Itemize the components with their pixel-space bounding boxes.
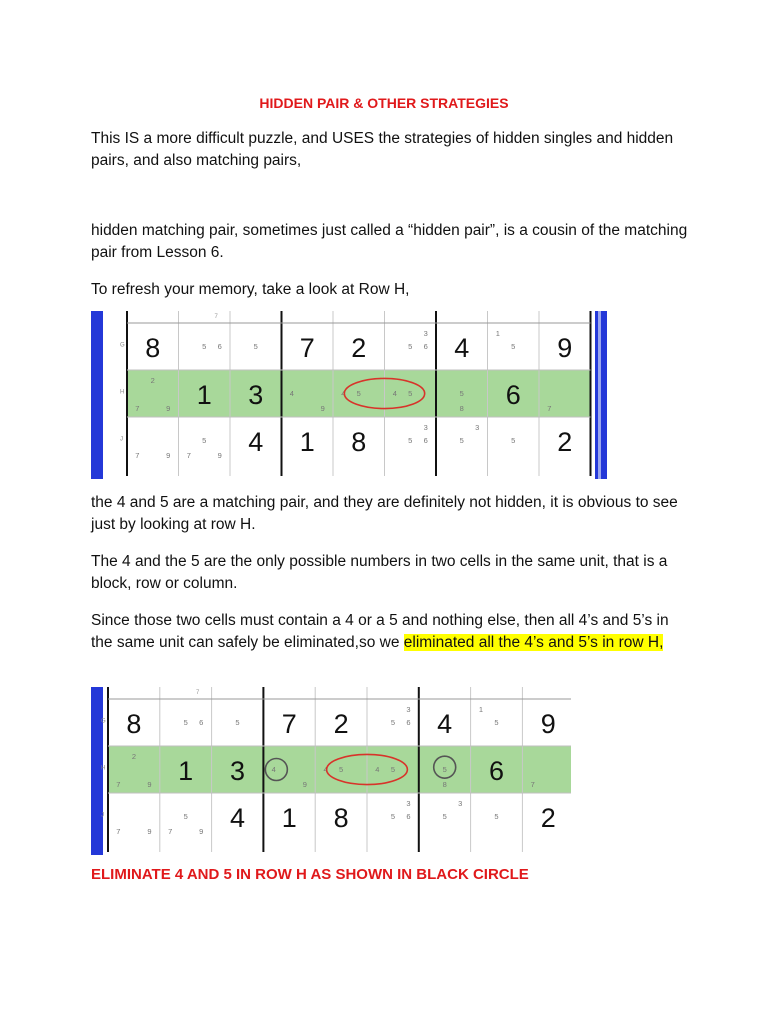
sudoku-figure-1 [91,311,612,479]
candidate-digit: 4 [375,765,380,774]
candidate-digit: 1 [478,704,484,714]
given-digit: 1 [281,802,297,833]
candidate-digit: 7 [135,451,140,461]
row-label: J [120,436,123,443]
candidate-digit: 7 [547,404,552,414]
caption: ELIMINATE 4 AND 5 IN ROW H AS SHOWN IN BLACK CIRCLE [91,866,529,883]
given-digit: 9 [540,708,556,739]
candidate-digit: 5 [494,812,499,821]
candidate-digit: 5 [459,389,464,398]
sudoku-figure-2 [91,687,571,855]
highlighted-text: eliminated all the 4’s and 5’s in row H, [403,634,664,651]
candidate-digit: 5 [442,812,447,821]
given-digit: 1 [178,755,194,786]
column-tick-label: 7 [196,690,200,696]
candidate-digit: 3 [423,328,428,338]
row-label: J [101,812,104,819]
given-digit: 6 [488,755,505,786]
row-label: H [101,765,106,772]
paragraph-only-possible: The 4 and the 5 are the only possible numbers in two cells in the same unit, that is a block, row or column. [91,553,668,592]
candidate-digit: 6 [217,342,222,351]
eliminate-text: Since those two cells must contain a 4 or a 5 and nothing else, then all 4’s and 5’s in the same unit can safely be eliminated,so we [91,612,669,651]
candidate-digit: 6 [406,812,411,821]
candidate-digit: 5 [494,718,499,727]
candidate-digit: 2 [150,375,155,385]
candidate-digit: 5 [356,389,361,398]
given-digit: 9 [557,332,573,363]
paragraph-eliminate [91,610,691,654]
candidate-digit: 7 [168,827,173,837]
candidate-digit: 1 [495,328,500,338]
candidate-digit: 6 [423,436,428,445]
row-label: G [101,718,106,725]
given-digit: 4 [248,426,264,457]
given-digit: 8 [126,708,142,739]
given-digit: 8 [351,426,367,457]
candidate-digit: 3 [406,798,411,808]
candidate-digit: 6 [423,342,428,351]
candidate-digit: 6 [199,718,204,727]
given-digit: 7 [299,332,315,363]
given-digit: 8 [333,802,349,833]
candidate-digit: 5 [511,436,516,445]
sidebar-left [91,311,103,479]
candidate-digit: 4 [271,765,276,774]
candidate-digit: 5 [390,812,395,821]
paragraph-matching-pair: the 4 and 5 are a matching pair, and they are definitely not hidden, it is obvious to see just by looking at row H. [91,494,678,533]
candidate-digit: 6 [406,718,411,727]
candidate-digit: 7 [135,404,140,414]
candidate-digit: 3 [423,422,428,432]
given-digit: 3 [229,755,246,786]
candidate-digit: 8 [459,404,464,414]
column-tick-label: 7 [214,314,218,320]
candidate-digit: 9 [147,780,152,790]
row-label: H [120,389,125,396]
candidate-digit: 9 [217,451,222,461]
row-label: G [120,342,125,349]
candidate-digit: 5 [235,718,240,727]
candidate-digit: 4 [341,389,346,398]
candidate-digit: 4 [289,389,294,398]
candidate-digit: 5 [202,342,207,351]
candidate-digit: 4 [323,765,328,774]
given-digit: 2 [540,802,556,833]
given-digit: 4 [437,708,453,739]
candidate-digit: 5 [202,436,207,445]
paragraph-intro: This IS a more difficult puzzle, and USES the strategies of hidden singles and hidden pairs, and also matching pairs, [91,130,674,169]
given-digit: 4 [454,332,470,363]
candidate-digit: 5 [339,765,344,774]
given-digit: 2 [351,332,367,363]
candidate-digit: 3 [475,422,480,432]
candidate-digit: 9 [199,827,204,837]
candidate-digit: 5 [459,436,464,445]
given-digit: 7 [281,708,297,739]
given-digit: 3 [248,379,264,410]
given-digit: 8 [145,332,161,363]
candidate-digit: 7 [186,451,191,461]
candidate-digit: 5 [408,389,413,398]
candidate-digit: 5 [390,765,395,774]
candidate-digit: 3 [406,704,411,714]
candidate-digit: 9 [302,780,307,790]
candidate-digit: 9 [166,451,171,461]
given-digit: 1 [196,379,212,410]
given-digit: 2 [557,426,573,457]
paragraph-hidden-pair: hidden matching pair, sometimes just called a “hidden pair”, is a cousin of the matching pair from Lesson 6. [91,222,688,261]
candidate-digit: 5 [253,342,258,351]
candidate-digit: 9 [147,827,152,837]
candidate-digit: 5 [183,718,188,727]
candidate-digit: 5 [511,342,516,351]
candidate-digit: 5 [408,342,413,351]
candidate-digit: 5 [390,718,395,727]
candidate-digit: 9 [320,404,325,414]
candidate-digit: 9 [166,404,171,414]
candidate-digit: 8 [442,780,447,790]
document-title: HIDDEN PAIR & OTHER STRATEGIES [259,95,509,111]
candidate-digit: 7 [116,780,121,790]
paragraph-refresh: To refresh your memory, take a look at Row H, [91,281,410,298]
candidate-digit: 2 [131,751,136,761]
given-digit: 4 [229,802,246,833]
candidate-digit: 7 [116,827,121,837]
candidate-digit: 3 [458,798,463,808]
candidate-digit: 7 [530,780,535,790]
given-digit: 6 [505,379,521,410]
candidate-digit: 5 [442,765,447,774]
candidate-digit: 4 [392,389,397,398]
given-digit: 1 [299,426,315,457]
candidate-digit: 5 [408,436,413,445]
given-digit: 2 [333,708,349,739]
candidate-digit: 5 [183,812,188,821]
